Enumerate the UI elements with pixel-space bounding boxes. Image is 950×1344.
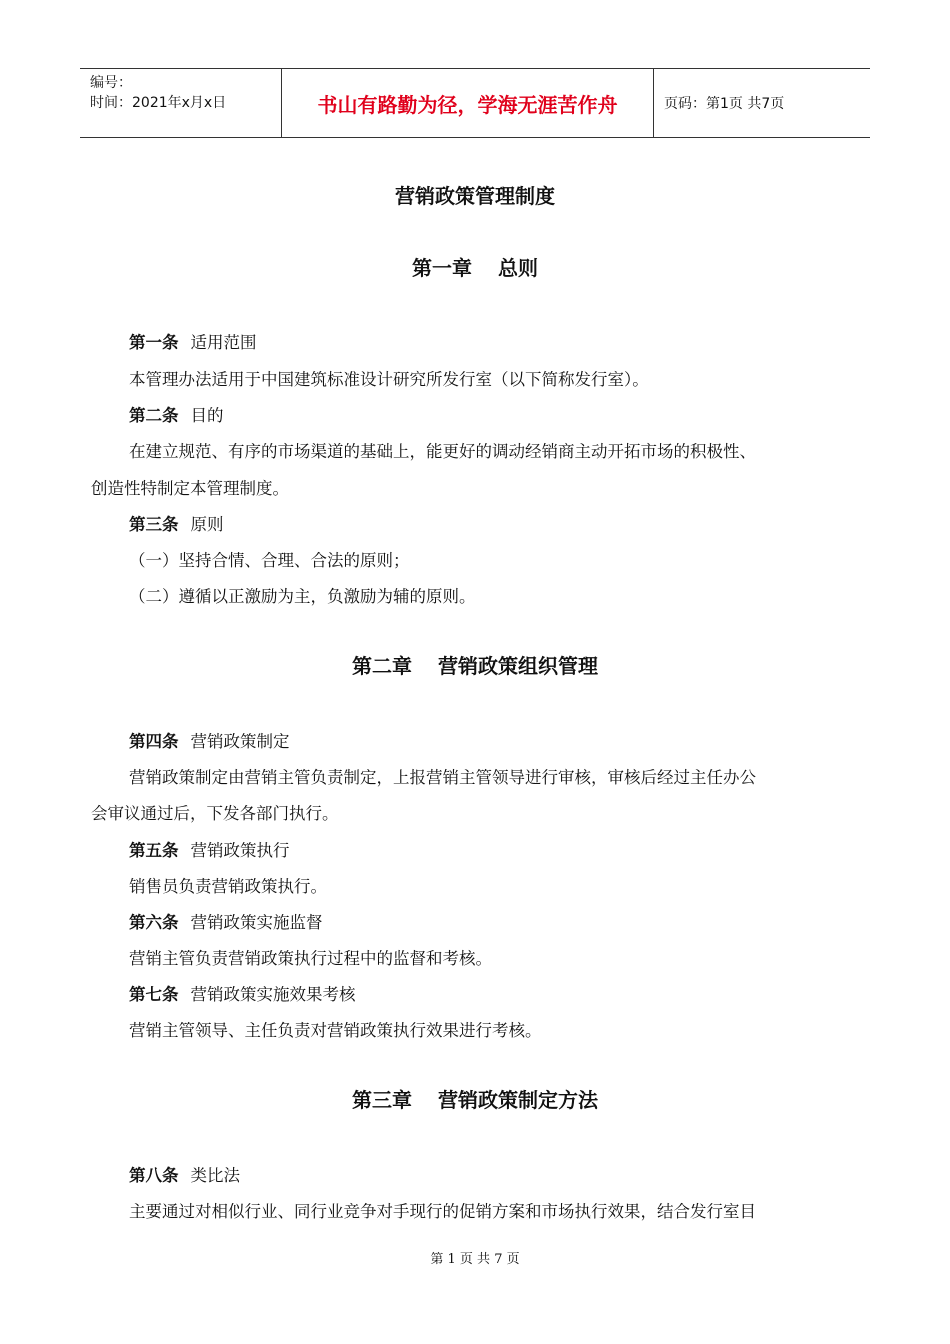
header-motto: 书山有路勤为径，学海无涯苦作舟 (282, 69, 654, 137)
date-label: 时间：2021年x月x日 (90, 95, 227, 111)
article-title: 适用范围 (190, 333, 257, 352)
page-header (80, 68, 870, 138)
chapter-heading-2 (0, 650, 950, 679)
chapter-number: 第二章 (352, 654, 412, 678)
paragraph: （一）坚持合情、合理、合法的原则； (129, 551, 410, 570)
paragraph: 会审议通过后，下发各部门执行。 (91, 804, 339, 823)
article-8-heading (129, 1162, 240, 1186)
article-6-heading (129, 909, 323, 933)
chapter-name: 总则 (498, 256, 538, 280)
article-5-heading (129, 837, 290, 861)
article-label: 第八条 (129, 1166, 179, 1185)
article-4-heading (129, 728, 290, 752)
paragraph: （二）遵循以正激励为主，负激励为辅的原则。 (129, 587, 476, 606)
chapter-number: 第三章 (352, 1088, 412, 1112)
chapter-number: 第一章 (412, 256, 472, 280)
article-title: 营销政策实施监督 (190, 913, 323, 932)
article-1-heading (129, 329, 257, 353)
chapter-heading-3 (0, 1084, 950, 1113)
article-7-heading (129, 981, 356, 1005)
paragraph: 营销政策制定由营销主管负责制定，上报营销主管领导进行审核，审核后经过主任办公 (129, 768, 756, 787)
article-title: 营销政策制定 (190, 732, 290, 751)
article-title: 营销政策执行 (190, 841, 290, 860)
article-label: 第七条 (129, 985, 179, 1004)
page-footer: 第 1 页 共 7 页 (430, 1252, 520, 1267)
header-page-info: 页码：第1页 共7页 (664, 96, 785, 112)
article-3-heading (129, 511, 224, 535)
chapter-name: 营销政策制定方法 (438, 1088, 598, 1112)
paragraph: 主要通过对相似行业、同行业竞争对手现行的促销方案和市场执行效果，结合发行室目 (129, 1202, 756, 1221)
article-title: 营销政策实施效果考核 (190, 985, 356, 1004)
article-label: 第三条 (129, 515, 179, 534)
article-label: 第四条 (129, 732, 179, 751)
article-label: 第六条 (129, 913, 179, 932)
chapter-name: 营销政策组织管理 (438, 654, 598, 678)
paragraph: 营销主管领导、主任负责对营销政策执行效果进行考核。 (129, 1021, 542, 1040)
article-title: 类比法 (190, 1166, 240, 1185)
paragraph: 本管理办法适用于中国建筑标准设计研究所发行室（以下简称发行室）。 (129, 370, 649, 389)
paragraph: 在建立规范、有序的市场渠道的基础上，能更好的调动经销商主动开拓市场的积极性、 (129, 442, 756, 461)
header-meta (80, 69, 282, 137)
article-title: 目的 (190, 406, 224, 425)
number-label: 编号： (90, 75, 132, 91)
article-label: 第五条 (129, 841, 179, 860)
document-title: 营销政策管理制度 (395, 184, 555, 208)
paragraph: 营销主管负责营销政策执行过程中的监督和考核。 (129, 949, 492, 968)
article-2-heading (129, 402, 224, 426)
article-label: 第二条 (129, 406, 179, 425)
article-title: 原则 (190, 515, 224, 534)
article-label: 第一条 (129, 333, 179, 352)
paragraph: 创造性特制定本管理制度。 (91, 479, 289, 498)
chapter-heading-1 (0, 252, 950, 281)
paragraph: 销售员负责营销政策执行。 (129, 877, 327, 896)
